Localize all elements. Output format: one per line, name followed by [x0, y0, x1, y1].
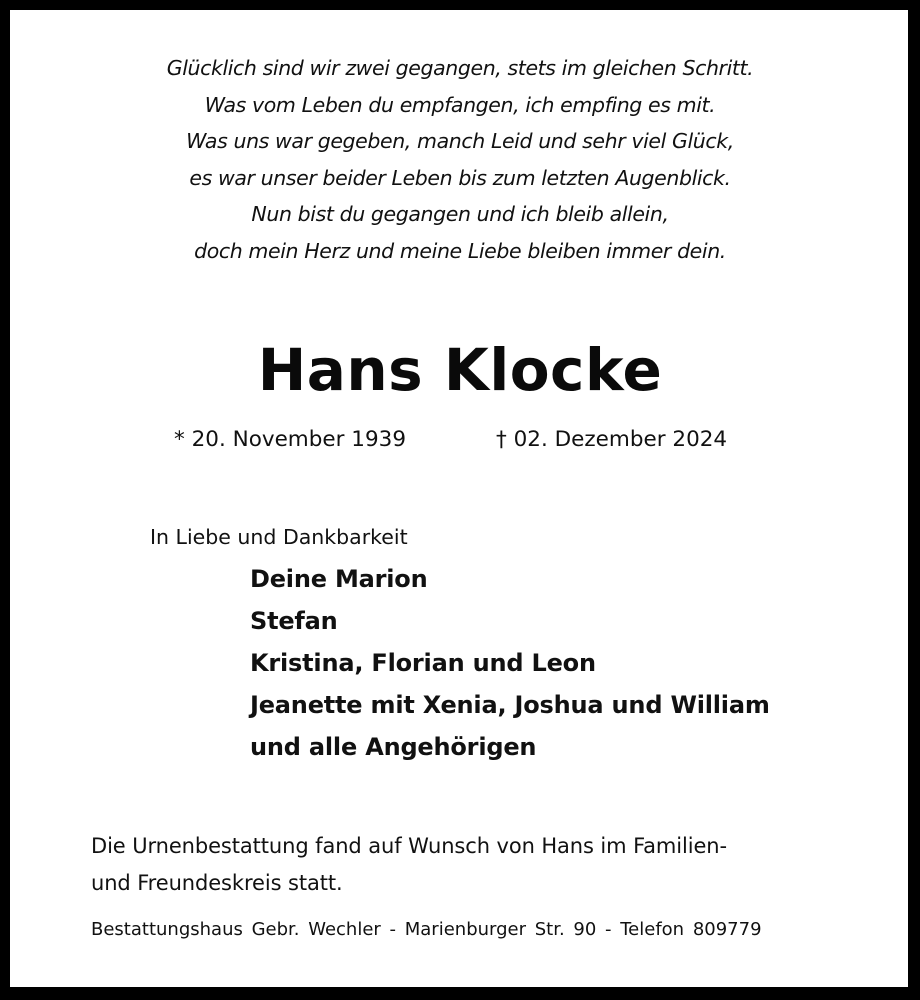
- mourners-intro: In Liebe und Dankbarkeit: [150, 525, 408, 549]
- mourner-name: und alle Angehörigen: [250, 733, 537, 761]
- deceased-name: Hans Klocke: [257, 336, 663, 404]
- poem-line: Nun bist du gegangen und ich bleib allein,: [251, 202, 669, 226]
- mourner-name: Stefan: [250, 607, 338, 635]
- mourner-name: Deine Marion: [250, 565, 428, 593]
- poem-line: Glücklich sind wir zwei gegangen, stets im gleichen Schritt.: [166, 56, 754, 80]
- poem-line: Was vom Leben du empfangen, ich empfing es mit.: [204, 92, 716, 117]
- funeral-home-info: Bestattungshaus Gebr. Wechler - Marienburger Str. 90 - Telefon 809779: [91, 919, 762, 940]
- notice-line: Die Urnenbestattung fand auf Wunsch von Hans im Familien-: [91, 834, 727, 858]
- poem-line: Was uns war gegeben, manch Leid und sehr viel Glück,: [186, 129, 734, 153]
- mourner-name: Jeanette mit Xenia, Joshua und William: [250, 691, 770, 719]
- poem-line: doch mein Herz und meine Liebe bleiben immer dein.: [194, 238, 726, 263]
- birth-date: * 20. November 1939: [174, 427, 407, 452]
- burial-notice: [91, 828, 727, 902]
- death-date: † 02. Dezember 2024: [496, 427, 728, 452]
- memorial-poem: [0, 50, 920, 269]
- mourner-name: Kristina, Florian und Leon: [250, 649, 596, 677]
- poem-line: es war unser beider Leben bis zum letzten Augenblick.: [189, 165, 731, 190]
- mourners-list: [250, 558, 770, 768]
- notice-line: und Freundeskreis statt.: [91, 871, 343, 895]
